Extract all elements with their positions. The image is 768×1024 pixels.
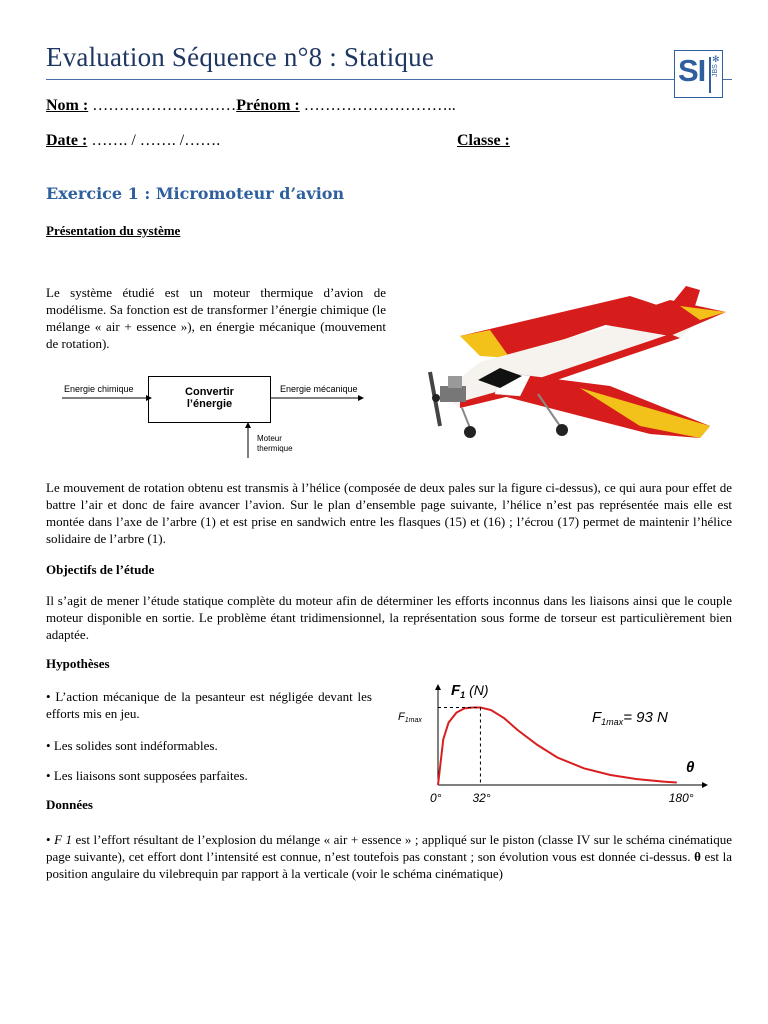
bullet-icon: • bbox=[46, 768, 54, 783]
date-row bbox=[46, 132, 220, 150]
chart-y-label bbox=[451, 682, 489, 700]
bullet-icon: • bbox=[46, 738, 54, 753]
chart-y-label-sub: 1 bbox=[460, 690, 466, 700]
donnees-text bbox=[46, 831, 732, 882]
logo-bar bbox=[709, 57, 711, 93]
bullet-icon: • bbox=[46, 832, 55, 847]
diagram-output-label: Energie mécanique bbox=[280, 384, 358, 394]
presentation-heading: Présentation du système bbox=[46, 223, 181, 238]
donnees-heading: Données bbox=[46, 797, 93, 812]
chart-annotation-value: = 93 N bbox=[623, 709, 668, 726]
hypothesis-item: • L’action mécanique de la pesanteur est négligée devant les efforts mis en jeu. bbox=[46, 689, 372, 721]
force-chart bbox=[394, 674, 714, 810]
x-tick-label: 32° bbox=[472, 791, 491, 805]
x-tick-label: 180° bbox=[668, 791, 694, 805]
theta-symbol: θ bbox=[694, 849, 701, 864]
logo-text: SI bbox=[678, 53, 706, 88]
diagram-box bbox=[148, 376, 271, 423]
objectifs-heading: Objectifs de l’étude bbox=[46, 562, 155, 577]
chart-ymax-sub: 1max bbox=[404, 717, 422, 724]
logo-subtext: JBS bbox=[712, 64, 719, 77]
hypothesis-item: • Les liaisons sont supposées parfaites. bbox=[46, 768, 248, 783]
logo-star-icon: ✻ bbox=[712, 54, 720, 64]
exercise-title: Exercice 1 : Micromoteur d’avion bbox=[46, 184, 345, 203]
page-title: Evaluation Séquence n°8 : Statique bbox=[46, 42, 435, 72]
chart-y-label-main: F bbox=[451, 682, 461, 699]
hypotheses-heading: Hypothèses bbox=[46, 656, 110, 671]
chart-ymax-label bbox=[398, 711, 422, 724]
function-diagram bbox=[60, 370, 380, 460]
diagram-box-label: Convertir l’énergie bbox=[185, 386, 234, 410]
x-axis-arrow-icon bbox=[702, 782, 708, 788]
chart-annotation bbox=[592, 709, 668, 727]
title-divider bbox=[46, 79, 732, 80]
date-label: Date : bbox=[46, 132, 88, 149]
nom-field[interactable]: ……………………… bbox=[92, 97, 237, 114]
school-logo bbox=[674, 50, 723, 98]
chart-x-label: θ bbox=[686, 759, 695, 776]
f1-symbol: F 1 bbox=[54, 832, 73, 847]
name-row bbox=[46, 97, 456, 115]
chart-y-label-unit: (N) bbox=[465, 682, 489, 698]
donnees-text-b: est la position angulaire du vilebrequin par rapport à la verticale (voir le schéma cinématique) bbox=[46, 849, 732, 881]
donnees-text-a: est l’effort résultant de l’explosion du mélange « air + essence » ; appliqué sur le piston (classe IV sur le schéma cinématique page suivante), cet effort dont l’intensité est connue, n’est toutefois pas constant ; son évolution vous est donnée ci-dessus. bbox=[46, 832, 732, 864]
hypothesis-item: • Les solides sont indéformables. bbox=[46, 738, 218, 753]
bullet-icon: • bbox=[46, 689, 56, 704]
prenom-label: Prénom : bbox=[236, 97, 300, 114]
nom-label: Nom : bbox=[46, 97, 89, 114]
airplane-illustration bbox=[400, 276, 730, 446]
chart-annotation-sub: 1max bbox=[601, 717, 624, 727]
diagram-input-label: Energie chimique bbox=[64, 384, 134, 394]
y-axis-arrow-icon bbox=[435, 684, 441, 690]
chart-axes bbox=[435, 684, 708, 788]
presentation-text: Le système étudié est un moteur thermique d’avion de modélisme. Sa fonction est de transformer l’énergie chimique (le mélange « air + essence »), en énergie mécanique (mouvement de rotation). bbox=[46, 285, 386, 351]
objectifs-text: Il s’agit de mener l’étude statique complète du moteur afin de déterminer les efforts inconnus dans les liaisons ainsi que le couple moteur disponible en sortie. Le problème étant tridimensionnel, la représentation sous forme de torseur est particulièrement bien adaptée. bbox=[46, 593, 732, 642]
rotation-text: Le mouvement de rotation obtenu est transmis à l’hélice (composée de deux pales sur la figure ci-dessus), ce qui aura pour effet de battre l’air et donc de faire avancer l’avion. Sur le plan d’ensemble page suivante, l’hélice n’est pas représentée mais elle est montée dans l’axe de l’arbre (1) et est prise en sandwich entre les flasques (15) et (16) ; l’écrou (17) permet de maintenir l’hélice solidaire de l’arbre (1). bbox=[46, 480, 732, 546]
chart-annotation-main: F bbox=[592, 709, 602, 726]
prenom-field[interactable]: ……………………….. bbox=[303, 97, 456, 114]
diagram-support-label: Moteur thermique bbox=[257, 434, 293, 453]
x-tick-label: 0° bbox=[430, 791, 442, 805]
chart-ymax-main: F bbox=[398, 711, 405, 723]
date-field[interactable]: ……. / ……. /……. bbox=[91, 132, 221, 149]
classe-label: Classe : bbox=[457, 132, 510, 149]
